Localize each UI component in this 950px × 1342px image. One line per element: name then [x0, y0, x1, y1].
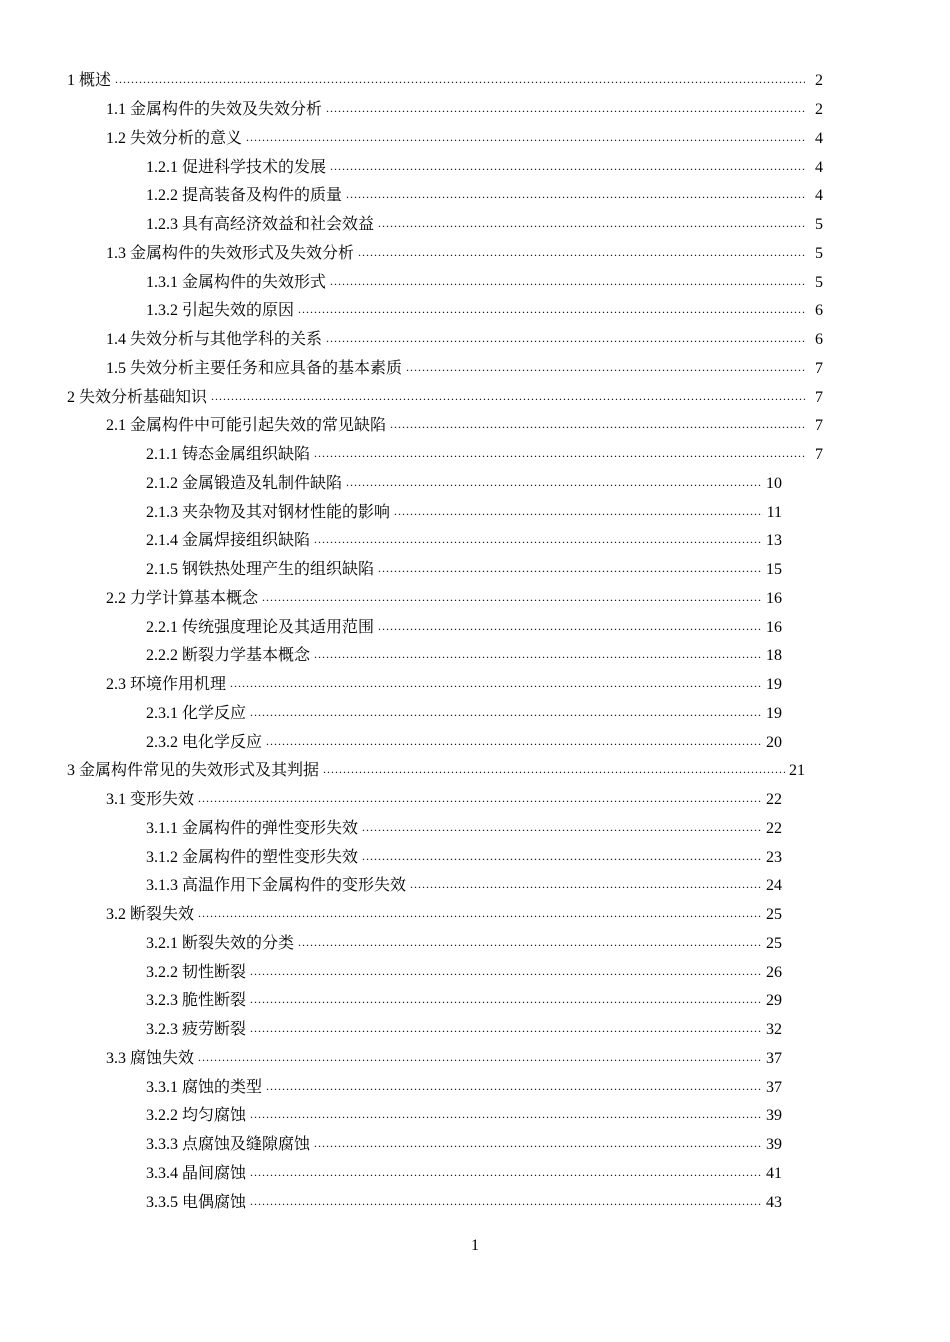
toc-entry[interactable] — [0, 441, 823, 470]
toc-entry[interactable] — [0, 211, 823, 240]
toc-entry-page: 6 — [805, 330, 823, 350]
toc-entry-page: 26 — [762, 963, 782, 983]
toc-entry-title: 3.2.3 疲劳断裂 — [146, 1020, 250, 1040]
toc-entry[interactable] — [0, 585, 782, 614]
toc-dot-leader — [406, 359, 805, 379]
toc-entry[interactable] — [0, 1045, 782, 1074]
toc-entry-page: 5 — [805, 244, 823, 264]
toc-entry-page: 7 — [805, 359, 823, 379]
toc-dot-leader — [262, 589, 762, 609]
toc-entry-title: 3.3.1 腐蚀的类型 — [146, 1078, 266, 1098]
toc-dot-leader — [394, 503, 763, 523]
toc-dot-leader — [362, 848, 762, 868]
toc-dot-leader — [358, 244, 805, 264]
toc-dot-leader — [250, 991, 762, 1011]
toc-entry-title: 3.2.2 均匀腐蚀 — [146, 1106, 250, 1126]
toc-entry[interactable] — [0, 700, 782, 729]
toc-dot-leader — [410, 876, 762, 896]
toc-entry-title: 3.3 腐蚀失效 — [106, 1049, 198, 1069]
toc-entry[interactable] — [0, 728, 782, 757]
toc-entry-title: 1.4 失效分析与其他学科的关系 — [106, 330, 326, 350]
toc-entry[interactable] — [0, 182, 823, 211]
toc-entry-title: 1.2.2 提高装备及构件的质量 — [146, 186, 346, 206]
toc-entry-page: 6 — [805, 301, 823, 321]
toc-entry[interactable] — [0, 872, 782, 901]
toc-entry[interactable] — [0, 125, 823, 154]
toc-entry-title: 3 金属构件常见的失效形式及其判据 — [67, 761, 323, 781]
toc-entry[interactable] — [0, 786, 782, 815]
toc-entry-page: 19 — [762, 704, 782, 724]
toc-entry-page: 43 — [762, 1193, 782, 1213]
toc-entry-title: 2.2.1 传统强度理论及其适用范围 — [146, 618, 378, 638]
toc-entry-title: 2.1.3 夹杂物及其对钢材性能的影响 — [146, 503, 394, 523]
toc-entry[interactable] — [0, 96, 823, 125]
toc-entry-title: 3.2 断裂失效 — [106, 905, 198, 925]
toc-dot-leader — [378, 215, 805, 235]
toc-dot-leader — [246, 129, 805, 149]
toc-entry[interactable] — [0, 1131, 782, 1160]
toc-dot-leader — [314, 1135, 762, 1155]
toc-entry-title: 1.3 金属构件的失效形式及失效分析 — [106, 244, 358, 264]
toc-entry[interactable] — [0, 1073, 782, 1102]
toc-entry-page: 2 — [805, 100, 823, 120]
toc-dot-leader — [298, 934, 762, 954]
toc-entry[interactable] — [0, 355, 823, 384]
toc-dot-leader — [346, 474, 762, 494]
toc-entry[interactable] — [0, 383, 823, 412]
toc-entry[interactable] — [0, 412, 823, 441]
toc-entry-title: 2 失效分析基础知识 — [67, 388, 211, 408]
toc-entry-page: 23 — [762, 848, 782, 868]
toc-dot-leader — [326, 330, 805, 350]
toc-entry[interactable] — [0, 1102, 782, 1131]
toc-dot-leader — [326, 100, 805, 120]
toc-entry-title: 3.2.1 断裂失效的分类 — [146, 934, 298, 954]
toc-dot-leader — [314, 646, 762, 666]
toc-entry-page: 37 — [762, 1049, 782, 1069]
toc-entry[interactable] — [0, 297, 823, 326]
toc-entry-title: 3.1.2 金属构件的塑性变形失效 — [146, 848, 362, 868]
toc-dot-leader — [330, 158, 805, 178]
toc-entry-title: 1.1 金属构件的失效及失效分析 — [106, 100, 326, 120]
toc-dot-leader — [250, 1193, 762, 1213]
toc-entry[interactable] — [0, 757, 805, 786]
toc-entry-title: 1 概述 — [67, 71, 115, 91]
toc-dot-leader — [115, 71, 805, 91]
toc-entry-page: 25 — [762, 934, 782, 954]
toc-entry-page: 7 — [805, 416, 823, 436]
toc-dot-leader — [250, 1164, 762, 1184]
toc-entry-title: 1.2.1 促进科学技术的发展 — [146, 158, 330, 178]
toc-dot-leader — [323, 761, 785, 781]
toc-entry-title: 2.3.2 电化学反应 — [146, 733, 266, 753]
toc-entry[interactable] — [0, 556, 782, 585]
toc-entry-title: 2.3 环境作用机理 — [106, 675, 230, 695]
toc-entry-page: 18 — [762, 646, 782, 666]
toc-entry[interactable] — [0, 240, 823, 269]
toc-entry[interactable] — [0, 958, 782, 987]
toc-entry[interactable] — [0, 901, 782, 930]
toc-entry-title: 1.3.2 引起失效的原因 — [146, 301, 298, 321]
page-number: 1 — [471, 1237, 479, 1254]
toc-entry-page: 7 — [805, 445, 823, 465]
toc-entry-title: 3.3.4 晶间腐蚀 — [146, 1164, 250, 1184]
toc-entry-page: 4 — [805, 129, 823, 149]
toc-entry-page: 20 — [762, 733, 782, 753]
toc-dot-leader — [378, 618, 762, 638]
toc-entry[interactable] — [0, 268, 823, 297]
toc-dot-leader — [250, 1106, 762, 1126]
toc-entry-title: 2.1.2 金属锻造及轧制件缺陷 — [146, 474, 346, 494]
toc-entry-title: 3.1.1 金属构件的弹性变形失效 — [146, 819, 362, 839]
toc-entry-page: 16 — [762, 618, 782, 638]
toc-entry[interactable] — [0, 613, 782, 642]
toc-dot-leader — [250, 704, 762, 724]
toc-dot-leader — [211, 388, 805, 408]
toc-entry[interactable] — [0, 815, 782, 844]
toc-entry-title: 3.1.3 高温作用下金属构件的变形失效 — [146, 876, 410, 896]
toc-entry-page: 21 — [785, 761, 805, 781]
toc-entry[interactable] — [0, 1016, 782, 1045]
toc-entry[interactable] — [0, 1160, 782, 1189]
toc-dot-leader — [266, 1078, 762, 1098]
toc-entry-page: 41 — [762, 1164, 782, 1184]
toc-dot-leader — [390, 416, 805, 436]
toc-dot-leader — [330, 273, 805, 293]
toc-entry[interactable] — [0, 153, 823, 182]
toc-dot-leader — [314, 445, 805, 465]
toc-entry-page: 32 — [762, 1020, 782, 1040]
toc-entry[interactable] — [0, 1188, 782, 1217]
toc-entry-title: 2.2 力学计算基本概念 — [106, 589, 262, 609]
toc-dot-leader — [230, 675, 762, 695]
toc-entry-page: 15 — [762, 560, 782, 580]
toc-entry-page: 39 — [762, 1135, 782, 1155]
toc-entry-title: 2.3.1 化学反应 — [146, 704, 250, 724]
toc-dot-leader — [250, 963, 762, 983]
toc-entry-title: 2.1 金属构件中可能引起失效的常见缺陷 — [106, 416, 390, 436]
toc-entry[interactable] — [0, 642, 782, 671]
toc-entry-title: 3.2.3 脆性断裂 — [146, 991, 250, 1011]
toc-entry-page: 2 — [805, 71, 823, 91]
table-of-contents — [0, 67, 950, 1217]
toc-entry-title: 2.1.1 铸态金属组织缺陷 — [146, 445, 314, 465]
toc-entry-title: 2.2.2 断裂力学基本概念 — [146, 646, 314, 666]
toc-entry-page: 16 — [762, 589, 782, 609]
toc-entry[interactable] — [0, 326, 823, 355]
toc-entry-title: 3.3.3 点腐蚀及缝隙腐蚀 — [146, 1135, 314, 1155]
toc-dot-leader — [198, 905, 762, 925]
toc-entry-page: 11 — [763, 503, 782, 523]
toc-entry[interactable] — [0, 470, 782, 499]
toc-entry-title: 3.3.5 电偶腐蚀 — [146, 1193, 250, 1213]
toc-entry-page: 25 — [762, 905, 782, 925]
toc-dot-leader — [298, 301, 805, 321]
toc-dot-leader — [378, 560, 762, 580]
toc-entry[interactable] — [0, 987, 782, 1016]
toc-dot-leader — [250, 1020, 762, 1040]
toc-entry-page: 19 — [762, 675, 782, 695]
toc-dot-leader — [198, 1049, 762, 1069]
toc-entry[interactable] — [0, 930, 782, 959]
toc-entry[interactable] — [0, 498, 782, 527]
toc-dot-leader — [314, 531, 762, 551]
toc-entry-title: 3.2.2 韧性断裂 — [146, 963, 250, 983]
toc-entry-title: 1.5 失效分析主要任务和应具备的基本素质 — [106, 359, 406, 379]
toc-entry-page: 5 — [805, 273, 823, 293]
toc-entry-title: 1.3.1 金属构件的失效形式 — [146, 273, 330, 293]
toc-entry-page: 13 — [762, 531, 782, 551]
toc-entry-page: 10 — [762, 474, 782, 494]
toc-entry-title: 2.1.5 钢铁热处理产生的组织缺陷 — [146, 560, 378, 580]
toc-entry-page: 4 — [805, 186, 823, 206]
toc-entry-page: 24 — [762, 876, 782, 896]
toc-entry-page: 29 — [762, 991, 782, 1011]
toc-entry-page: 22 — [762, 790, 782, 810]
toc-entry-title: 3.1 变形失效 — [106, 790, 198, 810]
toc-entry-page: 37 — [762, 1078, 782, 1098]
toc-entry-page: 7 — [805, 388, 823, 408]
toc-entry[interactable] — [0, 671, 782, 700]
toc-entry-page: 5 — [805, 215, 823, 235]
toc-entry[interactable] — [0, 67, 823, 96]
toc-dot-leader — [362, 819, 762, 839]
toc-entry-title: 1.2.3 具有高经济效益和社会效益 — [146, 215, 378, 235]
toc-entry-page: 4 — [805, 158, 823, 178]
toc-entry[interactable] — [0, 843, 782, 872]
toc-entry-page: 39 — [762, 1106, 782, 1126]
toc-dot-leader — [266, 733, 762, 753]
toc-entry-title: 1.2 失效分析的意义 — [106, 129, 246, 149]
toc-dot-leader — [198, 790, 762, 810]
toc-entry[interactable] — [0, 527, 782, 556]
toc-dot-leader — [346, 186, 805, 206]
toc-entry-title: 2.1.4 金属焊接组织缺陷 — [146, 531, 314, 551]
toc-entry-page: 22 — [762, 819, 782, 839]
